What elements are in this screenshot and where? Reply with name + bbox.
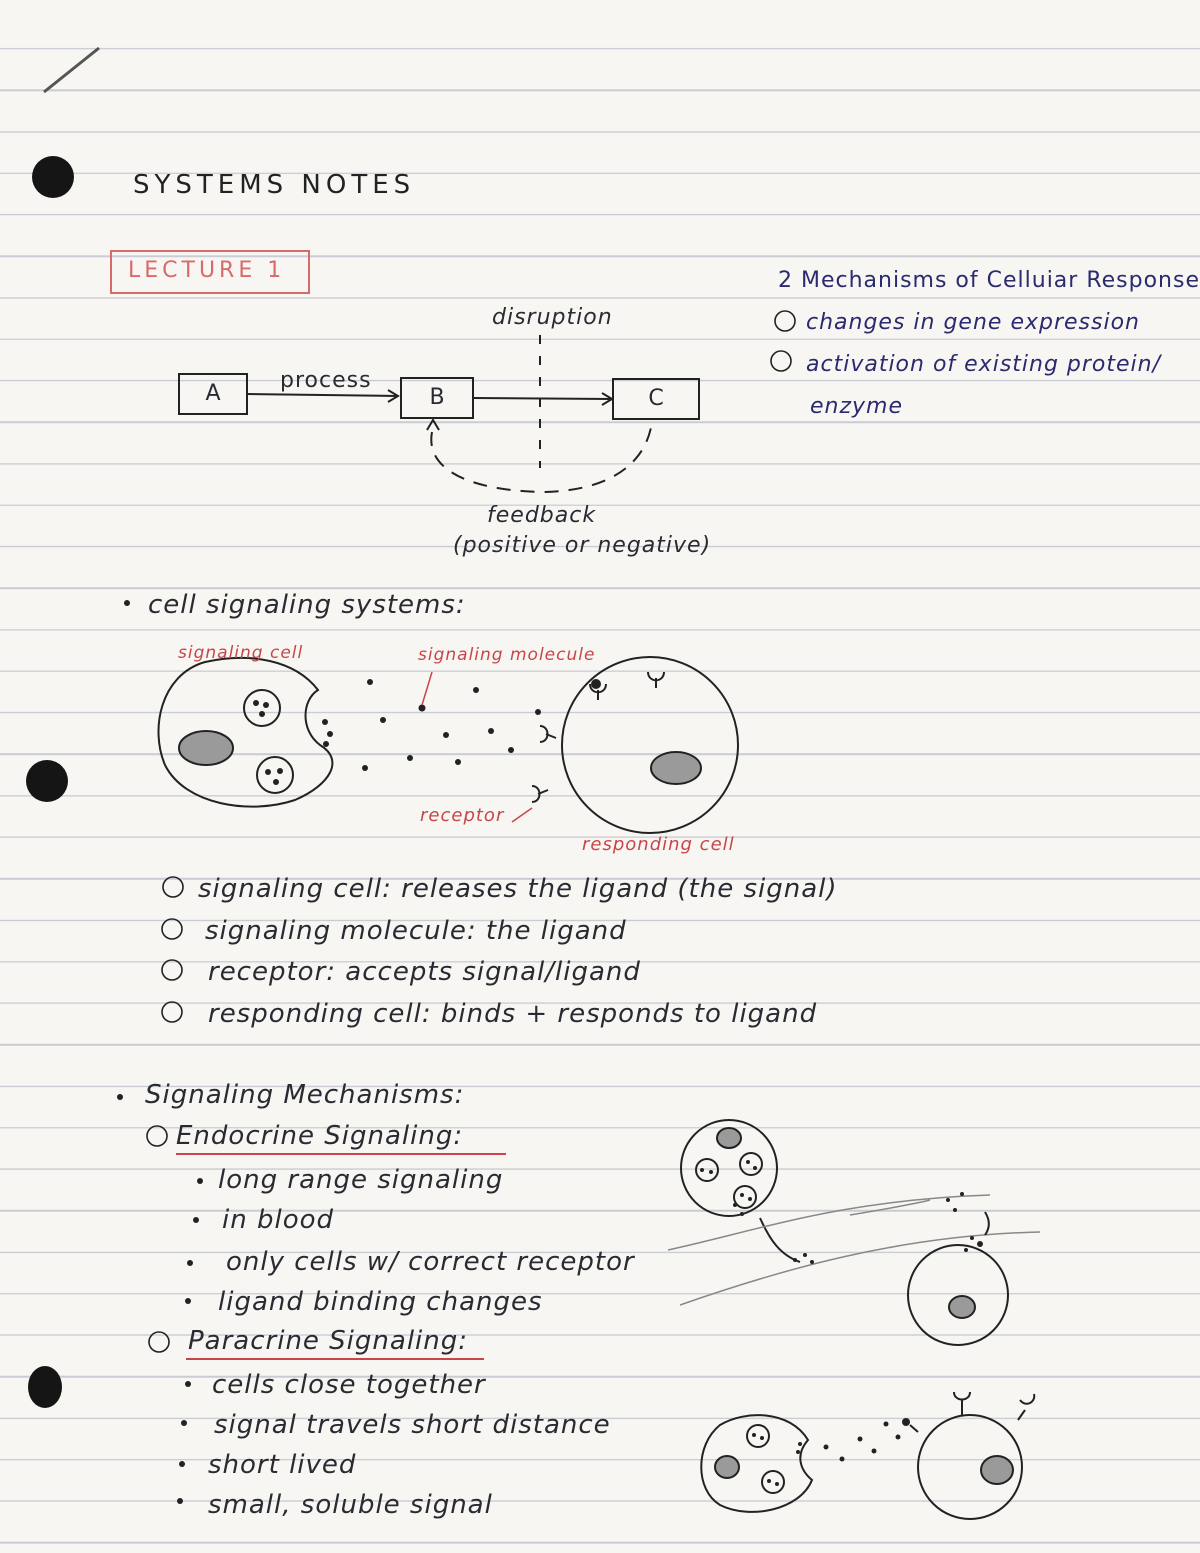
cell-signaling-item-3: receptor: accepts signal/ligand	[208, 957, 641, 987]
box-a: A	[178, 373, 248, 415]
paracrine-underline	[186, 1358, 484, 1360]
label-signaling-cell: signaling cell	[178, 643, 304, 663]
paracrine-title: Paracrine Signaling:	[188, 1326, 469, 1356]
receptors	[532, 672, 664, 802]
paracrine-sketch	[701, 1392, 1034, 1519]
cell-signaling-item-2: signaling molecule: the ligand	[205, 916, 627, 946]
label-receptor: receptor	[420, 805, 505, 826]
page-title: SYSTEMS NOTES	[133, 170, 416, 200]
endocrine-bullet-3: only cells w/ correct receptor	[226, 1247, 635, 1277]
feedback-loop	[431, 422, 652, 492]
b-to-c-arrow	[472, 398, 612, 399]
endocrine-bullet-1: long range signaling	[218, 1165, 504, 1195]
mechanisms-heading: 2 Mechanisms of Celluiar Response	[778, 268, 1200, 293]
mechanisms-item-2-line-2: enzyme	[810, 394, 904, 419]
disruption-label: disruption	[492, 305, 613, 330]
signaling-cell	[158, 658, 332, 807]
process-label: process	[280, 368, 372, 393]
cell-signaling-item-1: signaling cell: releases the ligand (the signal)	[198, 874, 838, 904]
label-responding-cell: responding cell	[582, 834, 735, 855]
paracrine-bullet-3: short lived	[208, 1450, 357, 1480]
endocrine-sketch	[668, 1120, 1040, 1345]
process-arrow	[246, 394, 398, 396]
mechanisms-item-2-line-1: activation of existing protein/	[806, 352, 1162, 377]
signaling-molecules	[362, 679, 541, 771]
pencil-mark	[44, 48, 99, 92]
mechanisms-item-1: changes in gene expression	[806, 310, 1140, 335]
box-b: B	[400, 377, 474, 419]
endocrine-bullet-4: ligand binding changes	[218, 1287, 543, 1317]
endocrine-underline	[176, 1153, 506, 1155]
endocrine-bullet-2: in blood	[222, 1205, 335, 1235]
feedback-label: feedback	[487, 503, 597, 528]
lecture-label: LECTURE 1	[128, 258, 286, 283]
responding-cell	[562, 657, 738, 833]
box-c: C	[612, 378, 700, 420]
paracrine-bullet-2: signal travels short distance	[214, 1410, 611, 1440]
signaling-mechanisms-heading: Signaling Mechanisms:	[145, 1080, 465, 1110]
cell-signaling-item-4: responding cell: binds + responds to ligand	[208, 999, 818, 1029]
paracrine-bullet-4: small, soluble signal	[208, 1490, 493, 1520]
paracrine-bullet-1: cells close together	[212, 1370, 486, 1400]
label-signaling-molecule: signaling molecule	[418, 645, 596, 665]
endocrine-title: Endocrine Signaling:	[176, 1121, 464, 1151]
cell-signaling-heading: cell signaling systems:	[148, 590, 466, 620]
feedback-note: (positive or negative)	[453, 533, 712, 558]
